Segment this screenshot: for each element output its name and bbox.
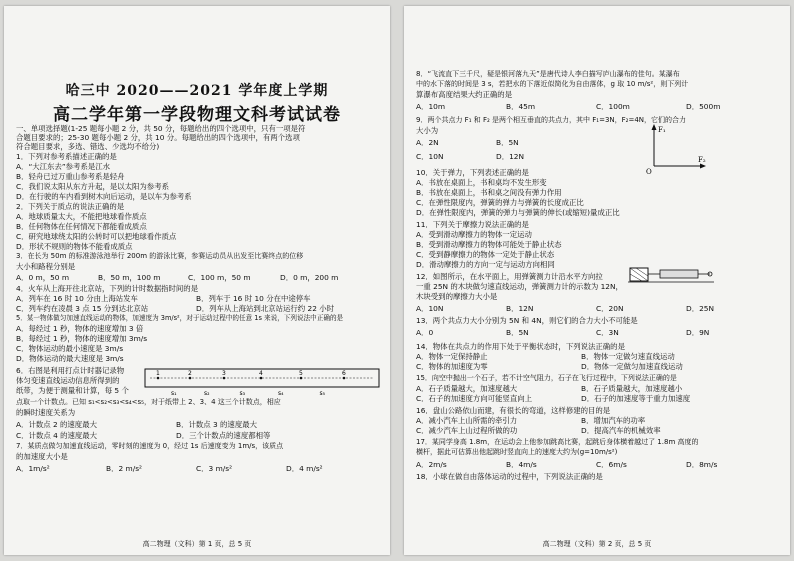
option: C．物体的加速度为零 <box>416 362 488 371</box>
option-line: C．研究地球绕太阳的公转时可以把地球看作质点 <box>16 232 177 241</box>
option: B．12N <box>506 304 534 313</box>
question-line: 的加速度大小是 <box>16 452 68 461</box>
option: C．3N <box>596 328 619 337</box>
option: C．100m <box>596 102 630 111</box>
option: A．1m/s² <box>16 464 50 473</box>
tape-segment-label: s₄ <box>278 390 284 397</box>
tape-point <box>300 377 303 380</box>
paper-tape-figure <box>144 363 382 397</box>
question-12: 12．如图所示，在水平面上，用弹簧测力计沿水平方向拉 <box>416 272 603 281</box>
option: B．列车于 16 时 10 分在中途停车 <box>196 294 311 303</box>
q6-options <box>16 420 380 429</box>
option: C．减少汽车上山过程所做的功 <box>416 426 518 435</box>
q4-options <box>16 304 380 313</box>
option: B．物体一定做匀速直线运动 <box>581 352 675 361</box>
question-line: 横杆，据此可估算出他起跳时竖直向上的速度大约为(g=10m/s²) <box>416 448 618 456</box>
option: D．列车从上海站到北京站运行约 22 小时 <box>196 304 335 313</box>
question-6: 6．右图是利用打点计时器记录物 <box>16 366 125 375</box>
option: C．石子的加速度方向可能竖直向上 <box>416 394 533 403</box>
question-7: 7．某质点做匀加速直线运动，零时刻的速度为 0，经过 1s 后速度变为 1m/s，该质点 <box>16 442 284 450</box>
option: D．4 m/s² <box>286 464 323 473</box>
option: B．4m/s <box>506 460 537 469</box>
tape-point-label: 1 <box>156 370 160 377</box>
q14-options <box>416 352 780 361</box>
question-line: 一重 25N 的木块做匀速直线运动，弹簧测力计的示数为 12N， <box>416 282 623 291</box>
question-line: 点取一个计数点。已知 s₁<s₂<s₃<s₄<s₅，对于纸带上 2、3、4 这三个计数点，相应 <box>16 398 281 406</box>
option: A．石子质量越大，加速度越大 <box>416 384 518 393</box>
question-15: 15．向空中抛出一个石子，若不计空气阻力，石子在飞行过程中，下列说法正确的是 <box>416 374 677 382</box>
option: B．5N <box>506 328 529 337</box>
option-line: A．书放在桌面上，书和桌均不发生形变 <box>416 178 547 187</box>
option-line: A．每经过 1 秒，物体的速度增加 3 倍 <box>16 324 144 333</box>
spring-scale <box>660 270 698 278</box>
option-line: A．地球质量太大，不能把地球看作质点 <box>16 212 147 221</box>
option: B．增加汽车的功率 <box>581 416 646 425</box>
q13-options <box>416 328 780 337</box>
option: A．物体一定保持静止 <box>416 352 488 361</box>
tape-point-label: 5 <box>299 370 303 377</box>
option-line: B．任何物体在任何情况下都能看成质点 <box>16 222 147 231</box>
option-line: D．物体运动的最大速度是 3m/s <box>16 354 124 363</box>
option-line: C．在弹性限度内，弹簧的弹力与弹簧的长度成正比 <box>416 198 584 207</box>
option: B．2 m/s² <box>106 464 143 473</box>
tape-point-label: 3 <box>222 370 226 377</box>
question-4: 4．火车从上海开往北京站，下列的计时数据指时间的是 <box>16 284 199 293</box>
option: A．10N <box>416 304 444 313</box>
question-line: 木块受到的摩擦力大小是 <box>416 292 498 301</box>
tape-point-label: 2 <box>188 370 192 377</box>
option: C．列车约在凌晨 3 点 15 分到达北京站 <box>16 304 149 313</box>
option: B．45m <box>506 102 536 111</box>
instruction-line: 符合题目要求，多选、错选、少选均不给分) <box>16 142 160 151</box>
f2-label: F₂ <box>698 156 706 164</box>
option: C．20N <box>596 304 624 313</box>
option: C．计数点 4 的速度最大 <box>16 431 98 440</box>
option: D．三个计数点的速度都相等 <box>176 431 271 440</box>
option: C．10N <box>416 152 444 161</box>
tape-segment-label: s₂ <box>204 390 210 397</box>
option-line: A．“大江东去”参考系是江水 <box>16 162 111 171</box>
question-line: 纸带，为便于测量和计算，每 5 个 <box>16 386 129 395</box>
tape-points <box>156 370 346 397</box>
q3-options <box>16 273 380 282</box>
question-14: 14．物体在共点力的作用下处于平衡状态时，下列说法正确的是 <box>416 342 625 351</box>
option-line: B．轻舟已过万重山参考系是轻舟 <box>16 172 125 181</box>
tape-segment-label: s₁ <box>171 390 177 397</box>
instruction-line: 合题目要求的；25-30 题每小题 2 分，共 10 分。每题给出的四个选项中，有两个选项 <box>16 133 300 142</box>
question-line: 大小和路程分别是 <box>16 262 76 271</box>
question-10: 10．关于弹力，下列表述正确的是 <box>416 168 529 177</box>
tape-point <box>223 377 226 380</box>
option-line: B．每经过 1 秒，物体的速度增加 3m/s <box>16 334 148 343</box>
tape-point-label: 4 <box>259 370 263 377</box>
exam-page-2 <box>404 6 790 555</box>
option-line: B．受到滑动摩擦力的物体可能处于静止状态 <box>416 240 562 249</box>
origin-label: O <box>646 168 652 176</box>
option: D．物体一定做匀加速直线运动 <box>581 362 683 371</box>
option-line: D．在弹性限度内，弹簧的弹力与弹簧的伸长(或缩短)量成正比 <box>416 208 620 217</box>
question-13: 13．两个共点力大小分别为 5N 和 4N，则它们的合力大小不可能是 <box>416 316 638 325</box>
q15-options <box>416 394 780 403</box>
page-footer: 高二物理（文科）第 2 页，总 5 页 <box>542 540 652 548</box>
question-1: 1．下列对参考系描述正确的是 <box>16 152 117 161</box>
tape-point <box>157 377 160 380</box>
exam-page-1 <box>4 6 390 555</box>
school-title: 哈三中 2020——2021 学年度上学期 <box>65 83 329 99</box>
question-3: 3．在长为 50m 的标准游泳池举行 200m 的游泳比赛，参赛运动员从出发至比赛终点的位移 <box>16 252 304 260</box>
tape-point <box>189 377 192 380</box>
q12-options <box>416 304 780 313</box>
question-line: 体匀变速直线运动信息所得到的 <box>16 376 120 385</box>
exam-title: 高二学年第一学段物理文科考试试卷 <box>53 105 341 125</box>
option: A．减小汽车上山所需的牵引力 <box>416 416 518 425</box>
option-line: C．物体运动的最小速度是 3m/s <box>16 344 124 353</box>
option-line: C．受到静摩擦力的物体一定处于静止状态 <box>416 250 555 259</box>
option-line: D．滑动摩擦力的方向一定与运动方向相同 <box>416 260 555 269</box>
option: C．3 m/s² <box>196 464 233 473</box>
q15-options <box>416 384 780 393</box>
instruction-line: 一、单项选择题(1-25 题每小题 2 分，共 50 分，每题给出的四个选项中，只有一项是符 <box>16 124 306 133</box>
question-18: 18．小球在做自由落体运动的过程中，下列说法正确的是 <box>416 472 603 481</box>
option: D．提高汽车的机械效率 <box>581 426 661 435</box>
tape-segment-label: s₃ <box>239 390 246 397</box>
q16-options <box>416 426 780 435</box>
question-line: 中的水下落的时间是 3 s，若把水的下落近似简化为自由落体，g 取 10 m/s²，则下列计 <box>416 80 689 88</box>
option-line: D．在行驶的车内看到树木向后运动，是以车为参考系 <box>16 192 192 201</box>
q16-options <box>416 416 780 425</box>
question-16: 16．盘山公路依山而建，有很长的弯道，这样修建的目的是 <box>416 406 611 415</box>
tape-point <box>260 377 263 380</box>
q9-options <box>416 138 780 147</box>
tape-point <box>343 377 346 380</box>
question-line: 大小为 <box>416 126 439 135</box>
q4-options <box>16 294 380 303</box>
option: B．计数点 3 的速度最大 <box>176 420 257 429</box>
question-11: 11．下列关于摩擦力说法正确的是 <box>416 220 529 229</box>
option: A．计数点 2 的速度最大 <box>16 420 97 429</box>
option: D．8m/s <box>686 460 718 469</box>
option: A．2m/s <box>416 460 447 469</box>
page-footer: 高二物理（文科）第 1 页，总 5 页 <box>142 540 252 548</box>
option: D．12N <box>496 152 525 161</box>
q7-options <box>16 464 380 473</box>
question-17: 17．某同学身高 1.8m，在运动会上他参加跳高比赛，起跳后身体横着越过了 1.8m 高度的 <box>416 438 699 446</box>
option: B．石子质量越大，加速度越小 <box>581 384 683 393</box>
option-line: C．我们说太阳从东方升起，是以太阳为参考系 <box>16 182 169 191</box>
option: D．25N <box>686 304 715 313</box>
option-line: A．受到滑动摩擦力的物体一定运动 <box>416 230 532 239</box>
q6-options <box>16 431 380 440</box>
tape-point-label: 6 <box>342 370 346 377</box>
q9-options <box>416 152 780 161</box>
option-line: D．形状不规则的物体不能看成质点 <box>16 242 133 251</box>
option: D．500m <box>686 102 721 111</box>
option: C．100 m，50 m <box>188 273 251 282</box>
option: A．10m <box>416 102 446 111</box>
option-line: B．书放在桌面上，书和桌之间没有弹力作用 <box>416 188 562 197</box>
option: D．9N <box>686 328 710 337</box>
option: A．0 <box>416 328 434 337</box>
q14-options <box>416 362 780 371</box>
q8-options <box>416 102 780 111</box>
option: C．6m/s <box>596 460 627 469</box>
question-9: 9．两个共点力 F₁ 和 F₂ 是两个相互垂直的共点力，其中 F₁=3N，F₂=4N，它们的合力 <box>416 116 687 124</box>
tape-segment-label: s₅ <box>319 390 326 397</box>
option: A．2N <box>416 138 439 147</box>
question-8: 8．“飞流直下三千尺，疑是银河落九天”是唐代诗人李白描写庐山瀑布的佳句。某瀑布 <box>416 70 680 78</box>
option: D．石子的加速度等于重力加速度 <box>581 394 691 403</box>
option: A．0 m，50 m <box>16 273 70 282</box>
question-line: 的瞬时速度关系为 <box>16 408 76 417</box>
question-2: 2．下列关于质点的说法正确的是 <box>16 202 125 211</box>
question-5: 5．某一物体做匀加速直线运动的物体，加速度为 3m/s²，对于运动过程中的任意 1s 来说，下列说法中正确的是 <box>16 314 344 322</box>
q17-options <box>416 460 780 469</box>
f1-arrowhead <box>652 124 657 130</box>
option: A．列车在 16 时 10 分由上海站发车 <box>16 294 138 303</box>
question-line: 算瀑布高度结果大约正确的是 <box>416 90 513 99</box>
option: D．0 m，200 m <box>280 273 339 282</box>
option: B．5N <box>496 138 519 147</box>
option: B．50 m，100 m <box>98 273 161 282</box>
f1-label: F₁ <box>658 126 666 134</box>
